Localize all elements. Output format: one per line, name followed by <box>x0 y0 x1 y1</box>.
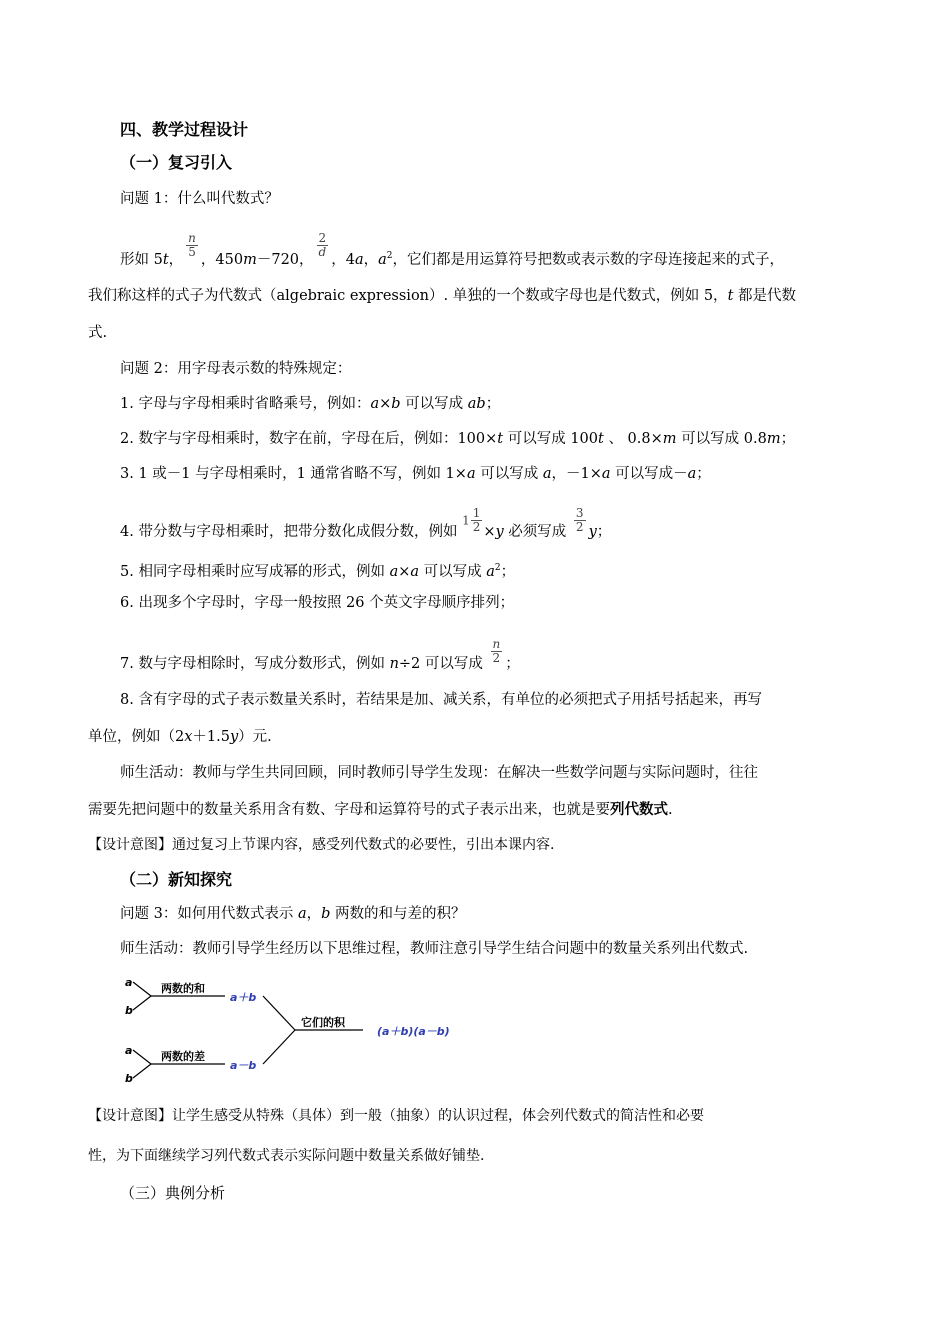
var-a: a <box>378 251 387 268</box>
rule-5 <box>120 558 515 582</box>
numerator: n <box>492 636 501 651</box>
text: ， <box>363 251 379 268</box>
fraction-3-over-2 <box>574 507 586 534</box>
text: 1. 字母与字母相乘时省略乘号，例如： <box>120 396 371 412</box>
question-2: 问题 2：用字母表示数的特殊规定： <box>120 361 352 377</box>
fraction-1-over-2 <box>471 507 483 534</box>
rule-8-line-2 <box>88 727 272 747</box>
var-a: a <box>370 396 380 412</box>
denominator: 5 <box>186 245 198 259</box>
text: ÷2 可以写成 <box>398 656 488 672</box>
var-a: a <box>486 563 495 580</box>
rule-3 <box>120 464 711 484</box>
activity-2: 师生活动：教师引导学生经历以下思维过程，教师注意引导学生结合问题中的数量关系列出代数式. <box>120 941 749 957</box>
text: ； <box>696 466 711 482</box>
label-diff: 两数的差 <box>161 1050 205 1063</box>
var-a: a <box>389 563 399 580</box>
label-product: 它们的积 <box>301 1016 345 1029</box>
part1-title: （一）复习引入 <box>120 153 233 172</box>
text: 问题 3：如何用代数式表示 <box>120 906 298 922</box>
var-t: t <box>497 431 504 447</box>
bold-term: 列代数式 <box>610 801 668 818</box>
line-sum-to-product <box>263 996 295 1030</box>
design-intent-2-line-2: 性，为下面继续学习列代数式表示实际问题中数量关系做好铺垫. <box>88 1148 485 1164</box>
label-sum: 两数的和 <box>161 982 205 995</box>
text: 可以写成 <box>419 563 487 580</box>
design-intent-2-line-1: 【设计意图】让学生感受从特殊（具体）到一般（抽象）的认识过程，体会列代数式的简洁性和必要 <box>88 1108 704 1124</box>
line-diff-to-product <box>263 1030 295 1064</box>
text: . <box>668 802 673 818</box>
part3-title: （三）典例分析 <box>120 1184 226 1202</box>
var-a: a <box>466 466 476 482</box>
var-ab: ab <box>467 396 486 412</box>
var-t: t <box>162 251 169 268</box>
expr-diff: a－b <box>230 1059 257 1072</box>
line-b-top <box>133 996 151 1010</box>
question-1: 问题 1：什么叫代数式？ <box>120 191 279 207</box>
design-intent-1: 【设计意图】通过复习上节课内容，感受列代数式的必要性，引出本课内容. <box>88 837 555 853</box>
text: 7. 数与字母相除时，写成分数形式，例如 <box>120 656 390 672</box>
text: ； <box>780 431 796 447</box>
numerator: 1 <box>472 505 481 520</box>
activity-1-line-1: 师生活动：教师与学生共同回顾，同时教师引导学生发现：在解决一些数学问题与实际问题时，往往 <box>120 765 758 781</box>
text: 3. 1 或－1 与字母相乘时，1 通常省略不写，例如 1× <box>120 466 467 482</box>
text: 两数的和与差的积？ <box>330 906 466 922</box>
text: －720， <box>256 251 314 268</box>
question-3 <box>120 904 466 924</box>
numerator: n <box>188 231 196 246</box>
line-b-bot <box>133 1064 151 1078</box>
line-a-bot <box>133 1050 151 1064</box>
text: 必须写成 <box>503 524 571 540</box>
var-y: y <box>229 729 239 745</box>
var-t: t <box>598 431 604 447</box>
paragraph-1-line-1 <box>120 231 784 270</box>
rule-6: 6. 出现多个字母时，字母一般按照 26 个英文字母顺序排列； <box>120 595 515 611</box>
numerator: 2 <box>318 231 327 246</box>
text: ，－1× <box>551 466 602 482</box>
var-a: a <box>410 563 420 580</box>
activity-1-line-2 <box>88 800 673 820</box>
fraction-n-over-5 <box>186 232 198 259</box>
label-a-top: a <box>125 976 133 989</box>
mixed-number <box>462 507 483 534</box>
superscript: 2 <box>494 563 501 573</box>
rule-8-line-1: 8. 含有字母的式子表示数量关系时，若结果是加、减关系，有单位的必须把式子用括号括起来，再写 <box>120 692 762 708</box>
text: 可以写成 0.8 <box>676 431 767 447</box>
var-m: m <box>766 431 781 447</box>
text: ； <box>505 656 520 672</box>
rule-4 <box>120 505 612 542</box>
var-m: m <box>243 251 257 268</box>
rule-2 <box>120 429 795 449</box>
text: ； <box>500 563 516 580</box>
denominator: 2 <box>472 519 481 534</box>
expr-sum: a＋b <box>230 991 257 1004</box>
var-a: a <box>354 251 364 268</box>
text: 需要先把问题中的数量关系用含有数、字母和运算符号的式子表示出来，也就是要 <box>88 802 610 818</box>
text: 可以写成 <box>475 466 543 482</box>
var-y: y <box>588 524 597 540</box>
text: 都是代数 <box>733 288 796 304</box>
text: 可以写成 100 <box>503 431 599 447</box>
paragraph-1-line-2 <box>88 286 796 306</box>
text: 、 0.8× <box>603 431 663 447</box>
text: 形如 5 <box>120 251 163 268</box>
text: 5. 相同字母相乘时应写成幂的形式，例如 <box>120 563 390 580</box>
var-x: x <box>184 729 193 745</box>
fraction-n-over-2 <box>491 638 503 665</box>
paragraph-1-line-3: 式. <box>88 325 108 341</box>
whole-part: 1 <box>462 513 470 527</box>
var-t: t <box>727 288 734 304</box>
text: 2. 数字与字母相乘时，数字在前，字母在后，例如：100× <box>120 431 498 447</box>
denominator: 2 <box>491 651 503 665</box>
label-a-bot: a <box>125 1044 133 1057</box>
text: 可以写成 <box>400 396 468 412</box>
times-sign: × <box>483 524 496 540</box>
line-a-top <box>133 982 151 996</box>
denominator: 2 <box>575 519 584 534</box>
denominator: d <box>318 245 327 260</box>
text: ，450 <box>200 251 244 268</box>
text: 4. 带分数与字母相乘时，把带分数化成假分数，例如 <box>120 524 463 540</box>
part2-title: （二）新知探究 <box>120 870 233 889</box>
label-b-bot: b <box>125 1072 133 1085</box>
times-sign: × <box>398 563 411 580</box>
text: ，它们都是用运算符号把数或表示数的字母连接起来的式子， <box>392 251 784 268</box>
rule-7 <box>120 636 520 674</box>
section-title: 四、教学过程设计 <box>120 120 249 139</box>
thinking-process-diagram <box>115 972 475 1090</box>
var-b: b <box>391 396 401 412</box>
var-a: a <box>687 466 697 482</box>
rule-1 <box>120 394 500 414</box>
var-a: a <box>542 466 552 482</box>
text: ； <box>596 524 612 540</box>
text: 单位，例如（2 <box>88 729 185 745</box>
text: 可以写成－ <box>610 466 688 482</box>
expr-product: (a＋b)(a－b) <box>377 1025 450 1038</box>
var-a: a <box>297 906 307 922</box>
text: ，4 <box>331 251 355 268</box>
text: ）元. <box>238 729 272 745</box>
text: ， <box>168 251 184 268</box>
numerator: 3 <box>575 505 584 520</box>
superscript: 2 <box>386 251 393 261</box>
text: ， <box>306 906 322 922</box>
var-b: b <box>321 906 331 922</box>
text: ＋1.5 <box>192 729 230 745</box>
var-y: y <box>495 524 504 540</box>
var-m: m <box>662 431 677 447</box>
text: 我们称这样的式子为代数式（algebraic expression）. 单独的一个数或字母也是代数式，例如 5， <box>88 288 728 304</box>
label-b-top: b <box>125 1004 133 1017</box>
text: ； <box>485 396 501 412</box>
fraction-2-over-d <box>317 232 329 259</box>
var-a: a <box>601 466 611 482</box>
times-sign: × <box>379 396 392 412</box>
var-n: n <box>389 656 399 672</box>
